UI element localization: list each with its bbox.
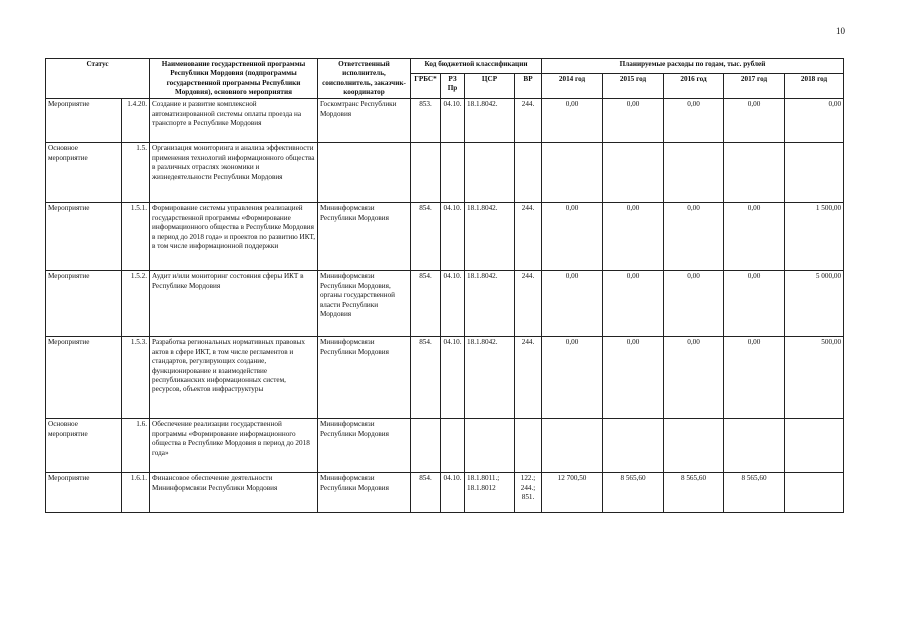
cell-2015: 0,00 <box>603 337 664 419</box>
cell-executor: Мининформсвязи Республики Мордовия <box>318 203 411 271</box>
cell-rz <box>441 419 465 473</box>
cell-rz: 04.10. <box>441 99 465 143</box>
cell-csr: 18.1.8042. <box>465 203 515 271</box>
table-row <box>46 99 844 143</box>
cell-executor: Мининформсвязи Республики Мордовия, органы государственной власти Республики Мордовия <box>318 271 411 337</box>
cell-grbs <box>411 143 441 203</box>
cell-2018 <box>785 419 844 473</box>
table-row <box>46 473 844 513</box>
header-year-2018: 2018 год <box>785 73 844 99</box>
cell-2017: 0,00 <box>724 99 785 143</box>
cell-number: 1.5.1. <box>122 203 150 271</box>
header-executor: Ответственный исполнитель, соисполнитель, заказчик-координатор <box>318 59 411 99</box>
cell-2016: 0,00 <box>664 271 724 337</box>
cell-csr: 18.1.8042. <box>465 99 515 143</box>
cell-2015: 0,00 <box>603 99 664 143</box>
cell-status: Мероприятие <box>46 271 122 337</box>
cell-csr: 18.1.8042. <box>465 271 515 337</box>
cell-executor: Госкомтранс Республики Мордовия <box>318 99 411 143</box>
header-rz: РЗ Пр <box>441 73 465 99</box>
cell-2014: 0,00 <box>542 203 603 271</box>
cell-2015: 0,00 <box>603 203 664 271</box>
cell-grbs: 853. <box>411 99 441 143</box>
table-row <box>46 419 844 473</box>
header-vr: ВР <box>515 73 542 99</box>
cell-name: Обеспечение реализации государственной программы «Формирование информационного общества в Республике Мордовия в период до 2018 года» <box>150 419 318 473</box>
cell-2018: 500,00 <box>785 337 844 419</box>
header-year-2016: 2016 год <box>664 73 724 99</box>
header-csr: ЦСР <box>465 73 515 99</box>
cell-vr: 244. <box>515 337 542 419</box>
header-row-1 <box>46 59 844 74</box>
budget-table <box>45 58 844 513</box>
cell-2016: 0,00 <box>664 337 724 419</box>
header-year-2015: 2015 год <box>603 73 664 99</box>
table-row <box>46 203 844 271</box>
cell-number: 1.5.2. <box>122 271 150 337</box>
cell-rz: 04.10. <box>441 203 465 271</box>
cell-2014 <box>542 419 603 473</box>
header-grbs: ГРБС* <box>411 73 441 99</box>
cell-grbs: 854. <box>411 337 441 419</box>
cell-name: Финансовое обеспечение деятельности Мининформсвязи Республики Мордовия <box>150 473 318 513</box>
cell-vr <box>515 143 542 203</box>
cell-status: Основное мероприятие <box>46 419 122 473</box>
cell-grbs: 854. <box>411 203 441 271</box>
cell-status: Мероприятие <box>46 473 122 513</box>
cell-rz: 04.10. <box>441 271 465 337</box>
cell-number: 1.6.1. <box>122 473 150 513</box>
cell-name: Создание и развитие комплексной автоматизированной системы оплаты проезда на транспорте в Республике Мордовия <box>150 99 318 143</box>
cell-status: Мероприятие <box>46 99 122 143</box>
cell-2015: 0,00 <box>603 271 664 337</box>
cell-2016: 0,00 <box>664 99 724 143</box>
cell-number: 1.6. <box>122 419 150 473</box>
cell-2017: 8 565,60 <box>724 473 785 513</box>
cell-status: Мероприятие <box>46 337 122 419</box>
cell-2014: 0,00 <box>542 99 603 143</box>
header-planned: Планируемые расходы по годам, тыс. рублей <box>542 59 844 74</box>
cell-grbs <box>411 419 441 473</box>
cell-number: 1.5. <box>122 143 150 203</box>
cell-status: Основное мероприятие <box>46 143 122 203</box>
cell-2015: 8 565,60 <box>603 473 664 513</box>
cell-vr: 244. <box>515 99 542 143</box>
cell-executor: Мининформсвязи Республики Мордовия <box>318 337 411 419</box>
cell-2017: 0,00 <box>724 271 785 337</box>
cell-name: Организация мониторинга и анализа эффективности применения технологий информационного общества в различных отраслях экономики и жизнедеятельности Республики Мордовия <box>150 143 318 203</box>
cell-2018: 0,00 <box>785 99 844 143</box>
cell-2016 <box>664 143 724 203</box>
cell-number: 1.5.3. <box>122 337 150 419</box>
cell-csr <box>465 143 515 203</box>
cell-grbs: 854. <box>411 473 441 513</box>
cell-status: Мероприятие <box>46 203 122 271</box>
cell-2017: 0,00 <box>724 203 785 271</box>
cell-rz <box>441 143 465 203</box>
header-year-2017: 2017 год <box>724 73 785 99</box>
cell-2014: 0,00 <box>542 337 603 419</box>
cell-vr: 122.; 244.; 851. <box>515 473 542 513</box>
cell-executor <box>318 143 411 203</box>
header-year-2014: 2014 год <box>542 73 603 99</box>
page-number: 10 <box>836 26 845 36</box>
cell-grbs: 854. <box>411 271 441 337</box>
cell-2016: 0,00 <box>664 203 724 271</box>
cell-2014: 0,00 <box>542 271 603 337</box>
cell-2014: 12 700,50 <box>542 473 603 513</box>
cell-2018 <box>785 473 844 513</box>
table-row <box>46 271 844 337</box>
table-row <box>46 337 844 419</box>
cell-2017 <box>724 143 785 203</box>
table-row <box>46 143 844 203</box>
cell-2015 <box>603 419 664 473</box>
cell-2017 <box>724 419 785 473</box>
cell-csr: 18.1.8042. <box>465 337 515 419</box>
cell-name: Аудит и/или мониторинг состояния сферы ИКТ в Республике Мордовия <box>150 271 318 337</box>
cell-2016 <box>664 419 724 473</box>
cell-name: Формирование системы управления реализацией государственной программы «Формирование информационного общества в Республике Мордовия в период до 2018 года» и проектов по развитию ИКТ, в том числе информационной поддержки <box>150 203 318 271</box>
header-status: Статус <box>46 59 150 99</box>
cell-vr: 244. <box>515 203 542 271</box>
cell-2018: 1 500,00 <box>785 203 844 271</box>
cell-name: Разработка региональных нормативных правовых актов в сфере ИКТ, в том числе регламентов и стандартов, регулирующих создание, функционирование и взаимодействие республиканских информационных систем, ресурсов, объектов инфраструктуры <box>150 337 318 419</box>
cell-2018 <box>785 143 844 203</box>
cell-vr: 244. <box>515 271 542 337</box>
cell-2016: 8 565,60 <box>664 473 724 513</box>
cell-2015 <box>603 143 664 203</box>
cell-csr <box>465 419 515 473</box>
cell-vr <box>515 419 542 473</box>
header-name: Наименование государственной программы Республики Мордовия (подпрограммы государственной программы Республики Мордовия), основного мероприятия <box>150 59 318 99</box>
cell-2018: 5 000,00 <box>785 271 844 337</box>
header-budget-code: Код бюджетной классификации <box>411 59 542 74</box>
cell-executor: Мининформсвязи Республики Мордовия <box>318 473 411 513</box>
cell-rz: 04.10. <box>441 473 465 513</box>
cell-number: 1.4.20. <box>122 99 150 143</box>
cell-2017: 0,00 <box>724 337 785 419</box>
cell-rz: 04.10. <box>441 337 465 419</box>
cell-executor: Мининформсвязи Республики Мордовия <box>318 419 411 473</box>
cell-csr: 18.1.8011.; 18.1.8012 <box>465 473 515 513</box>
cell-2014 <box>542 143 603 203</box>
